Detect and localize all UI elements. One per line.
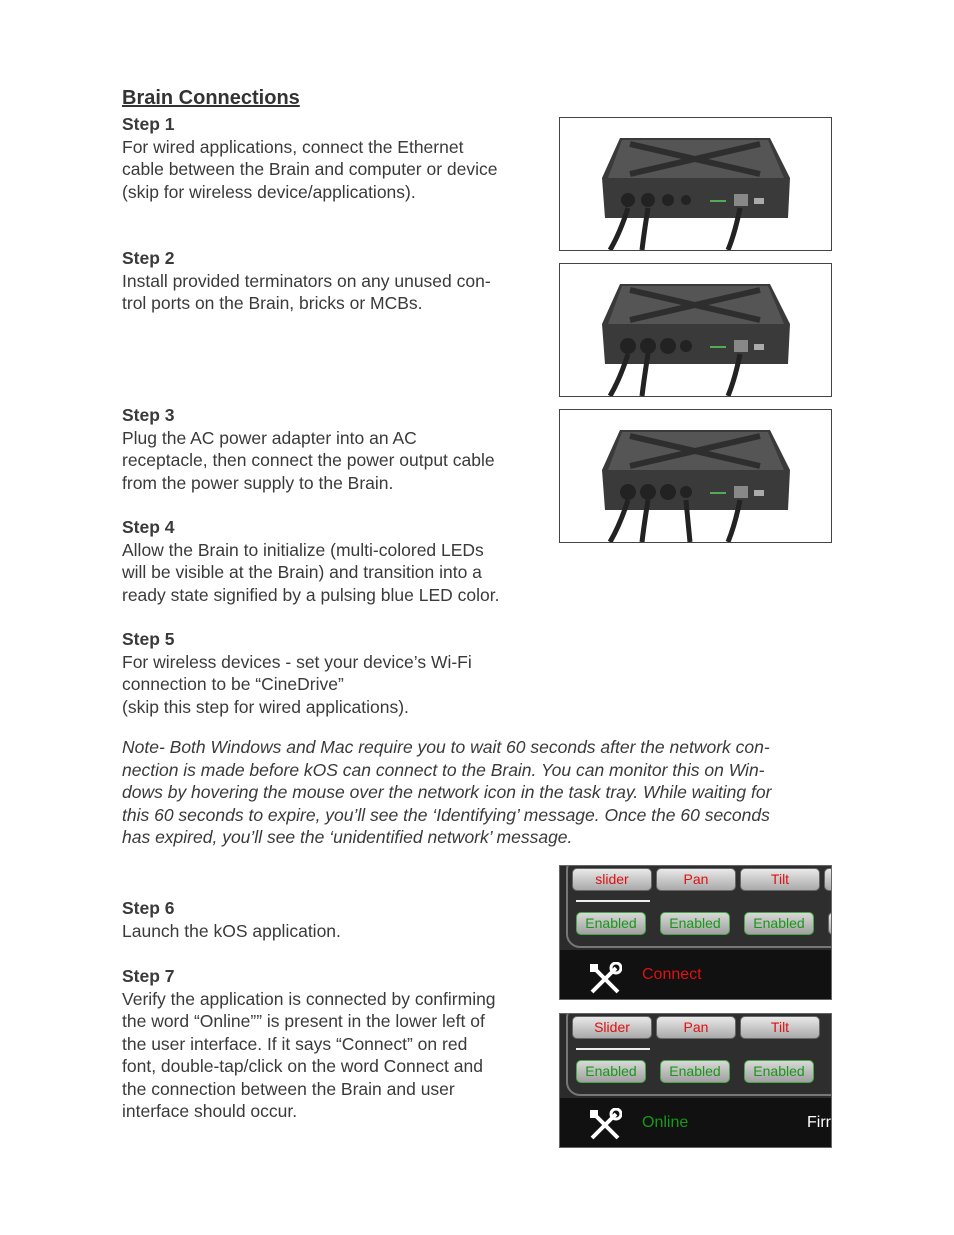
divider: [576, 900, 650, 902]
enabled-toggle[interactable]: Enabled: [576, 1060, 646, 1083]
kos-ui-online: [559, 1013, 832, 1148]
divider: [576, 1048, 650, 1050]
enabled-toggle[interactable]: Enabled: [660, 1060, 730, 1083]
axis-button[interactable]: Pan: [656, 1016, 736, 1039]
enabled-toggle[interactable]: Enabled: [744, 912, 814, 935]
step-text: Plug the AC power adapter into an AC receptacle, then connect the power output cable from the power supply to the Brain.: [122, 427, 495, 493]
step-6: [122, 897, 532, 942]
step-heading: Step 7: [122, 966, 175, 986]
firmware-label: Firr: [807, 1114, 831, 1131]
step-text: For wireless devices - set your device’s Wi-Fi connection to be “CineDrive” (skip this step for wired applications).: [122, 651, 472, 717]
step-heading: Step 3: [122, 405, 175, 425]
note-text: Note- Both Windows and Mac require you to wait 60 seconds after the network con- nection is made before kOS can connect to the Brain. You can monitor this on Win- dows by hovering the mouse over the network icon in the task tray. While waiting for this 60 seconds to expire, you’ll see the ‘Identifying’ message. Once the 60 seconds has expired, you’ll see the ‘unidentified network’ message.: [122, 737, 772, 847]
step-text: Allow the Brain to initialize (multi-colored LEDs will be visible at the Brain) and transition into a ready state signified by a pulsing blue LED color.: [122, 539, 500, 605]
axis-button[interactable]: Pan: [656, 868, 736, 891]
connect-status[interactable]: Connect: [642, 966, 702, 983]
brain-photo-power: [559, 409, 832, 543]
step-5: [122, 628, 532, 718]
brain-photo-terminators: [559, 263, 832, 397]
axis-button[interactable]: Tilt: [740, 868, 820, 891]
brain-photo-ethernet: [559, 117, 832, 251]
step-3: [122, 404, 532, 494]
step-text: For wired applications, connect the Ethernet cable between the Brain and computer or device (skip for wireless device/applications).: [122, 136, 498, 202]
step-7: [122, 965, 532, 1123]
page-title: Brain Connections: [122, 87, 300, 109]
step-text: Verify the application is connected by confirming the word “Online”” is present in the lower left of the user interface. If it says “Connect” on red font, double-tap/click on the word Connect and the connection between the Brain and user interface should occur.: [122, 988, 496, 1121]
step-1: [122, 113, 532, 203]
enabled-toggle-partial[interactable]: [828, 912, 832, 935]
step-heading: Step 5: [122, 629, 175, 649]
step-4: [122, 516, 542, 606]
step-heading: Step 1: [122, 114, 175, 134]
axis-button[interactable]: Tilt: [740, 1016, 820, 1039]
enabled-toggle[interactable]: Enabled: [660, 912, 730, 935]
enabled-toggle[interactable]: Enabled: [744, 1060, 814, 1083]
step-heading: Step 6: [122, 898, 175, 918]
tools-icon[interactable]: [588, 1108, 622, 1142]
enabled-toggle[interactable]: Enabled: [576, 912, 646, 935]
step-text: Launch the kOS application.: [122, 920, 341, 941]
step-heading: Step 2: [122, 248, 175, 268]
note-paragraph: [122, 736, 822, 849]
online-status: Online: [642, 1114, 689, 1131]
step-heading: Step 4: [122, 517, 175, 537]
axis-button-partial[interactable]: [824, 868, 832, 891]
step-text: Install provided terminators on any unused con- trol ports on the Brain, bricks or MCBs.: [122, 270, 491, 313]
kos-ui-connect: [559, 865, 832, 1000]
axis-button[interactable]: Slider: [572, 1016, 652, 1039]
tools-icon[interactable]: [588, 962, 622, 996]
axis-button[interactable]: slider: [572, 868, 652, 891]
step-2: [122, 247, 532, 315]
